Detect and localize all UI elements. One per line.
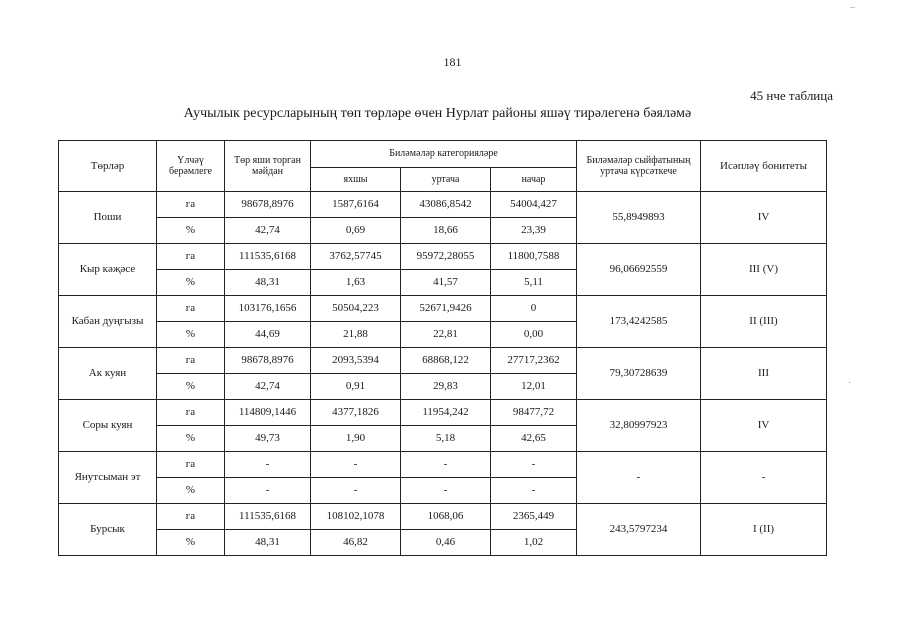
table-row xyxy=(59,244,827,270)
area-cell: 49,73 xyxy=(225,426,311,452)
average-cell: 1068,06 xyxy=(401,504,491,530)
good-cell: 50504,223 xyxy=(311,296,401,322)
area-cell: 103176,1656 xyxy=(225,296,311,322)
area-cell: 98678,8976 xyxy=(225,348,311,374)
good-cell: 0,69 xyxy=(311,218,401,244)
poor-cell: - xyxy=(491,452,577,478)
header-average: уртача xyxy=(401,168,491,192)
species-name-cell: Поши xyxy=(59,192,157,244)
species-name-cell: Соры куян xyxy=(59,400,157,452)
average-cell: - xyxy=(401,478,491,504)
habitat-assessment-table xyxy=(58,140,827,556)
average-cell: 5,18 xyxy=(401,426,491,452)
species-name-cell: Бурсык xyxy=(59,504,157,556)
poor-cell: 27717,2362 xyxy=(491,348,577,374)
average-cell: - xyxy=(401,452,491,478)
header-species: Төрләр xyxy=(59,141,157,192)
bonitet-cell: III xyxy=(701,348,827,400)
unit-cell: га xyxy=(157,504,225,530)
unit-cell: % xyxy=(157,218,225,244)
unit-cell: % xyxy=(157,478,225,504)
average-cell: 29,83 xyxy=(401,374,491,400)
poor-cell: 2365,449 xyxy=(491,504,577,530)
header-unit: Үлчәү берәмлеге xyxy=(157,141,225,192)
unit-cell: % xyxy=(157,322,225,348)
unit-cell: % xyxy=(157,270,225,296)
poor-cell: 12,01 xyxy=(491,374,577,400)
avg-quality-cell: 173,4242585 xyxy=(577,296,701,348)
area-cell: 111535,6168 xyxy=(225,244,311,270)
poor-cell: 0,00 xyxy=(491,322,577,348)
unit-cell: га xyxy=(157,348,225,374)
area-cell: 48,31 xyxy=(225,530,311,556)
avg-quality-cell: 243,5797234 xyxy=(577,504,701,556)
poor-cell: 23,39 xyxy=(491,218,577,244)
table-body xyxy=(59,192,827,556)
bonitet-cell: II (III) xyxy=(701,296,827,348)
unit-cell: га xyxy=(157,244,225,270)
bonitet-cell: IV xyxy=(701,400,827,452)
bonitet-cell: III (V) xyxy=(701,244,827,296)
unit-cell: га xyxy=(157,296,225,322)
poor-cell: 98477,72 xyxy=(491,400,577,426)
area-cell: 42,74 xyxy=(225,374,311,400)
good-cell: - xyxy=(311,478,401,504)
scan-mark: · xyxy=(848,378,852,389)
table-row xyxy=(59,452,827,478)
table-reference: 45 нче таблица xyxy=(750,88,833,103)
poor-cell: 1,02 xyxy=(491,530,577,556)
good-cell: 108102,1078 xyxy=(311,504,401,530)
poor-cell: 11800,7588 xyxy=(491,244,577,270)
good-cell: 21,88 xyxy=(311,322,401,348)
good-cell: 3762,57745 xyxy=(311,244,401,270)
header-good: яхшы xyxy=(311,168,401,192)
area-cell: - xyxy=(225,478,311,504)
good-cell: 1,90 xyxy=(311,426,401,452)
species-name-cell: Ак куян xyxy=(59,348,157,400)
area-cell: 42,74 xyxy=(225,218,311,244)
unit-cell: га xyxy=(157,400,225,426)
header-avg-quality: Биләмәләр сыйфатының уртача күрсәткече xyxy=(577,141,701,192)
unit-cell: га xyxy=(157,192,225,218)
average-cell: 11954,242 xyxy=(401,400,491,426)
poor-cell: 5,11 xyxy=(491,270,577,296)
good-cell: 46,82 xyxy=(311,530,401,556)
area-cell: 44,69 xyxy=(225,322,311,348)
good-cell: - xyxy=(311,452,401,478)
poor-cell: - xyxy=(491,478,577,504)
unit-cell: га xyxy=(157,452,225,478)
good-cell: 4377,1826 xyxy=(311,400,401,426)
average-cell: 68868,122 xyxy=(401,348,491,374)
header-bonitet: Исәпләү бонитеты xyxy=(701,141,827,192)
page-number: 181 xyxy=(443,55,462,69)
table-row xyxy=(59,192,827,218)
average-cell: 0,46 xyxy=(401,530,491,556)
average-cell: 41,57 xyxy=(401,270,491,296)
unit-cell: % xyxy=(157,374,225,400)
average-cell: 52671,9426 xyxy=(401,296,491,322)
avg-quality-cell: - xyxy=(577,452,701,504)
poor-cell: 54004,427 xyxy=(491,192,577,218)
species-name-cell: Кабан дуңгызы xyxy=(59,296,157,348)
species-name-cell: Кыр кәҗәсе xyxy=(59,244,157,296)
average-cell: 22,81 xyxy=(401,322,491,348)
good-cell: 2093,5394 xyxy=(311,348,401,374)
header-area: Төр яши торган мәйдан xyxy=(225,141,311,192)
area-cell: 111535,6168 xyxy=(225,504,311,530)
poor-cell: 42,65 xyxy=(491,426,577,452)
bonitet-cell: I (II) xyxy=(701,504,827,556)
average-cell: 43086,8542 xyxy=(401,192,491,218)
area-cell: 114809,1446 xyxy=(225,400,311,426)
bonitet-cell: - xyxy=(701,452,827,504)
scan-mark: – xyxy=(850,2,855,13)
table-row xyxy=(59,504,827,530)
species-name-cell: Янутсыман эт xyxy=(59,452,157,504)
area-cell: 98678,8976 xyxy=(225,192,311,218)
avg-quality-cell: 96,06692559 xyxy=(577,244,701,296)
unit-cell: % xyxy=(157,530,225,556)
document-title: Аучылык ресурсларының төп төрләре өчен Нурлат районы яшәү тирәлегенә бәяләмә xyxy=(183,106,692,121)
area-cell: 48,31 xyxy=(225,270,311,296)
good-cell: 1,63 xyxy=(311,270,401,296)
good-cell: 1587,6164 xyxy=(311,192,401,218)
table-row xyxy=(59,348,827,374)
unit-cell: % xyxy=(157,426,225,452)
table-row xyxy=(59,400,827,426)
header-categories: Биләмәләр категорияләре xyxy=(311,141,577,168)
avg-quality-cell: 32,80997923 xyxy=(577,400,701,452)
table-row xyxy=(59,296,827,322)
average-cell: 18,66 xyxy=(401,218,491,244)
area-cell: - xyxy=(225,452,311,478)
average-cell: 95972,28055 xyxy=(401,244,491,270)
avg-quality-cell: 55,8949893 xyxy=(577,192,701,244)
bonitet-cell: IV xyxy=(701,192,827,244)
avg-quality-cell: 79,30728639 xyxy=(577,348,701,400)
good-cell: 0,91 xyxy=(311,374,401,400)
poor-cell: 0 xyxy=(491,296,577,322)
header-poor: начар xyxy=(491,168,577,192)
